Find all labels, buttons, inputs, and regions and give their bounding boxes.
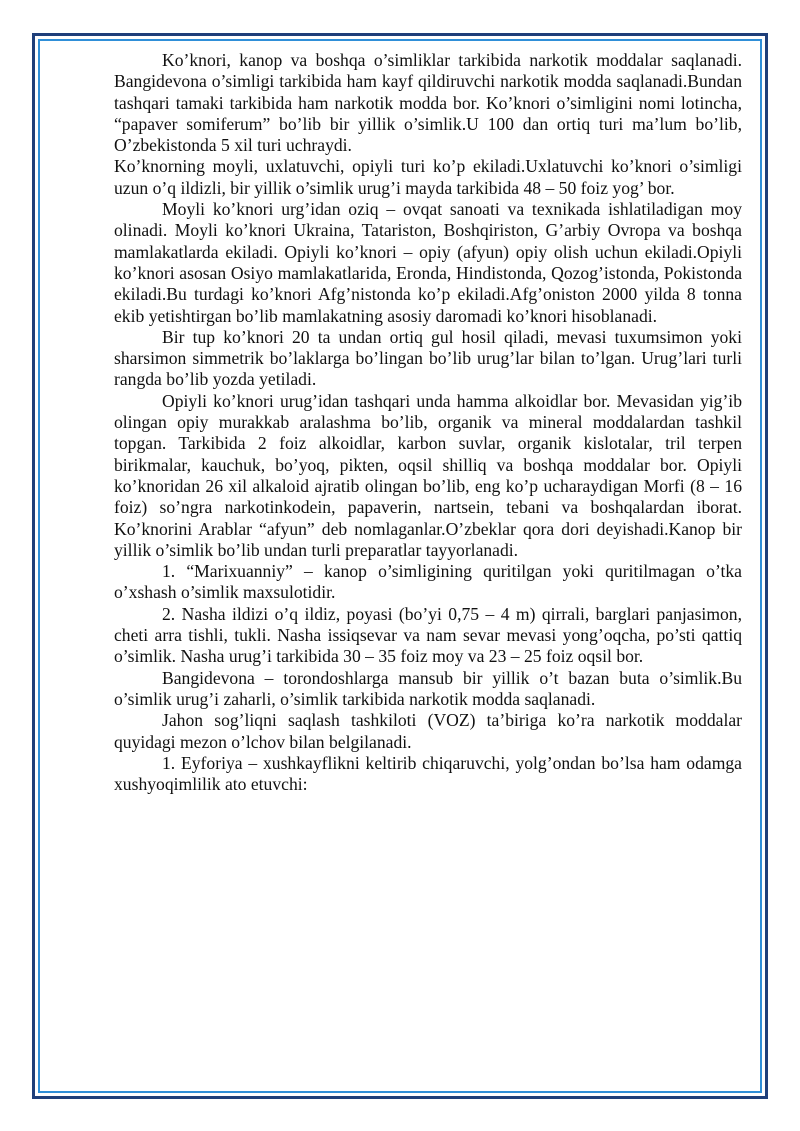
paragraph-7: 2. Nasha ildizi o’q ildiz, poyasi (bo’yi 0,75 – 4 m) qirrali, barglari panjasimon, cheti arra tishli, tukli. Nasha issiqsevar va nam sevar mevasi yong’oqcha, po’sti qattiq o’simlik. Nasha urug’i tarkibida 30 – 35 foiz moy va 23 – 25 foiz oqsil bor. <box>114 603 742 667</box>
paragraph-10: 1. Eyforiya – xushkayflikni keltirib chiqaruvchi, yolg’ondan bo’lsa ham odamga xushyoqimlilik ato etuvchi: <box>114 752 742 795</box>
paragraph-4: Bir tup ko’knori 20 ta undan ortiq gul hosil qiladi, mevasi tuxumsimon yoki sharsimon simmetrik bo’laklarga bo’lingan bo’lib urug’lar bilan to’lgan. Urug’lari turli rangda bo’lib yozda yetiladi. <box>114 326 742 390</box>
paragraph-9: Jahon sog’liqni saqlash tashkiloti (VOZ) ta’biriga ko’ra narkotik moddalar quyidagi mezon o’lchov bilan belgilanadi. <box>114 710 742 752</box>
paragraph-1: Ko’knori, kanop va boshqa o’simliklar tarkibida narkotik moddalar saqlanadi. Bangidevona o’simligi tarkibida ham kayf qildiruvchi narkotik modda saqlanadi.Bundan tashqari tamaki tarkibida ham narkotik modda bor. Ko’knori o’simligini nomi lotincha, “papaver somiferum” bo’lib bir yillik o’simlik.U 100 dan ortiq turi ma’lum bo’lib, O’zbekistonda 5 xil turi uchraydi. <box>114 50 742 156</box>
paragraph-2: Ko’knorning moyli, uxlatuvchi, opiyli turi ko’p ekiladi.Uxlatuvchi ko’knori o’simligi uzun o’q ildizli, bir yillik o’simlik urug’i mayda tarkibida 48 – 50 foiz yog’ bor. <box>114 156 742 198</box>
document-body <box>114 50 742 795</box>
paragraph-8: Bangidevona – torondoshlarga mansub bir yillik o’t bazan buta o’simlik.Bu o’simlik urug’i zaharli, o’simlik tarkibida narkotik modda saqlanadi. <box>114 667 742 709</box>
paragraph-6: 1. “Marixuanniy” – kanop o’simligining quritilgan yoki quritilmagan o’tka o’xshash o’simlik maxsulotidir. <box>114 561 742 603</box>
paragraph-5: Opiyli ko’knori urug’idan tashqari unda hamma alkoidlar bor. Mevasidan yig’ib olingan opiy murakkab aralashma bo’lib, organik va mineral moddalardan tashkil topgan. Tarkibida 2 foiz alkoidlar, karbon suvlar, organik kislotalar, tril terpen birikmalar, kauchuk, bo’yoq, pikten, oqsil shilliq va boshqa moddalar bor. Opiyli ko’knoridan 26 xil alkaloid ajratib olingan bo’lib, eng ko’p ucharaydigan Morfi (8 – 16 foiz) so’ngra narkotinkodein, papaverin, nartsein, tebani va boshqalardan iborat. Ko’knorini Arablar “afyun” deb nomlaganlar.O’zbeklar qora dori deyishadi.Kanop bir yillik o’simlik bo’lib undan turli preparatlar tayyorlanadi. <box>114 390 742 560</box>
paragraph-3: Moyli ko’knori urg’idan oziq – ovqat sanoati va texnikada ishlatiladigan moy olinadi. Moyli ko’knori Ukraina, Tatariston, Boshqiriston, G’arbiy Ovropa va boshqa mamlakatlarda ekiladi. Opiyli ko’knori – opiy (afyun) opiy olish uchun ekiladi.Opiyli ko’knori asosan Osiyo mamlakatlarida, Eronda, Hindistonda, Qozog’istonda, Pokistonda ekiladi.Bu turdagi ko’knori Afg’nistonda ko’p ekiladi.Afg’oniston 2000 yilda 8 tonna ekib yetishtirgan bo’lib mamlakatning asosiy daromadi ko’knori hisoblanadi. <box>114 199 742 326</box>
